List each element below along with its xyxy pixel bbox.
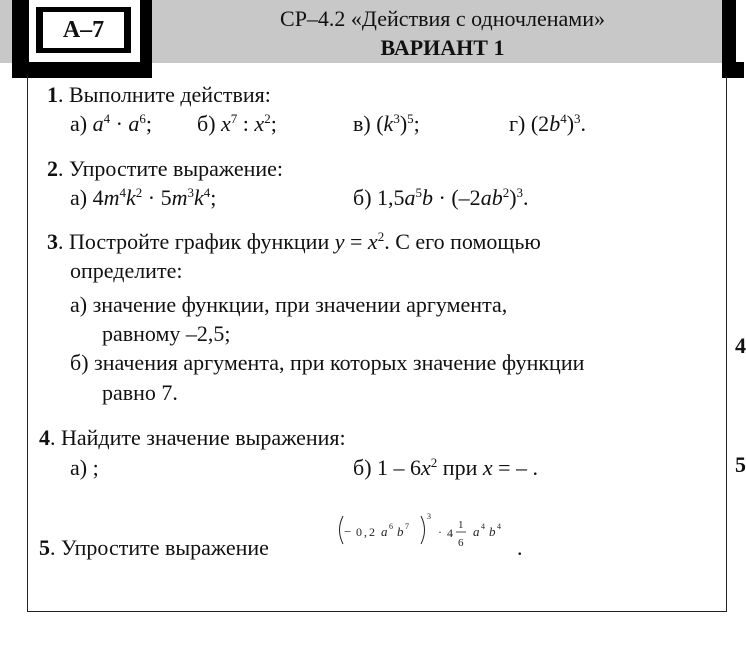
task-5-formula-image	[333, 508, 523, 556]
item-label: г)	[509, 111, 526, 136]
task-prompt: . Постройте график функции	[58, 229, 335, 254]
next-card-task-number: 5	[735, 452, 746, 477]
expression: $(k^3)^5$;	[376, 111, 420, 136]
task-3-item-b: б) значения аргумента, при которых значение функции	[70, 350, 585, 375]
item-label: б)	[197, 111, 216, 136]
expression: $x^7$ : $x^2$;	[221, 111, 277, 136]
task-3-item-a: а) значение функции, при значении аргумента,	[70, 292, 508, 317]
svg-text:3: 3	[427, 512, 431, 521]
svg-text:·: ·	[438, 525, 442, 539]
item-label: а)	[70, 111, 88, 136]
task-2-item-a	[70, 185, 216, 211]
task-prompt: . Упростите выражение:	[58, 156, 284, 181]
expression: $4m^4k^2 \cdot 5m^3k^4$;	[92, 185, 217, 210]
expression: $a^4 \cdot a^6$;	[92, 111, 153, 136]
svg-text:−: −	[344, 524, 352, 539]
variant-badge: А–7	[43, 12, 124, 48]
svg-text:4: 4	[497, 522, 501, 531]
task-prompt: . Выполните действия:	[58, 82, 271, 107]
task-number: 3	[47, 229, 58, 254]
task-4-heading	[39, 425, 346, 451]
task-3-item-b-cont: равно 7.	[102, 380, 178, 405]
task-2-item-b	[353, 185, 529, 211]
svg-text:b: b	[489, 524, 496, 539]
svg-text:4: 4	[447, 526, 453, 540]
svg-text:6: 6	[389, 522, 393, 531]
task-number: 5	[39, 535, 50, 560]
svg-text:b: b	[397, 524, 404, 539]
task-1-heading	[47, 82, 271, 108]
variant-title: ВАРИАНТ 1	[380, 35, 505, 60]
task-3-item-a-cont: равному –2,5;	[102, 321, 231, 346]
svg-text:6: 6	[458, 537, 464, 549]
task-1-item-a	[70, 111, 152, 137]
item-label: в)	[353, 111, 371, 136]
task-prompt: . Найдите значение выражения:	[50, 425, 346, 450]
task-3-line-2: определите:	[70, 258, 183, 283]
task-prompt-end: . С его помощью	[384, 229, 541, 254]
svg-text:0,2: 0,2	[356, 525, 377, 539]
item-label: б)	[353, 185, 372, 210]
svg-text:1: 1	[458, 519, 464, 531]
task-prompt: . Упростите выражение	[50, 535, 269, 560]
task-1-item-d	[509, 111, 586, 137]
task-1-item-c	[353, 111, 420, 137]
task-4-item-a: а) ;	[70, 455, 99, 480]
item-label: а)	[70, 185, 88, 210]
task-5-end-dot: .	[517, 535, 523, 560]
svg-text:a: a	[473, 524, 480, 539]
task-2-heading	[47, 156, 283, 182]
svg-text:4: 4	[481, 522, 485, 531]
task-4-item-b	[353, 455, 538, 481]
task-number: 1	[47, 82, 58, 107]
task-number: 4	[39, 425, 50, 450]
task-1-item-b	[197, 111, 277, 137]
expression: $(2b^4)^3$.	[530, 111, 587, 136]
item-label: б)	[353, 455, 372, 480]
function-formula: $y = x^2$	[334, 229, 385, 254]
task-number: 2	[47, 156, 58, 181]
page-title: СР–4.2 «Действия с одночленами»	[280, 6, 605, 31]
task-3-heading	[47, 229, 541, 255]
expression: $1,5a^5b \cdot (-2ab^2)^3$.	[377, 185, 529, 210]
svg-text:7: 7	[405, 522, 409, 531]
svg-text:a: a	[381, 524, 388, 539]
next-card-frame-gap	[736, 0, 744, 62]
task-5-heading	[39, 535, 269, 561]
expression: $1 - 6x^2$ при x = – .	[377, 455, 539, 480]
next-card-task-number: 4	[735, 333, 746, 358]
